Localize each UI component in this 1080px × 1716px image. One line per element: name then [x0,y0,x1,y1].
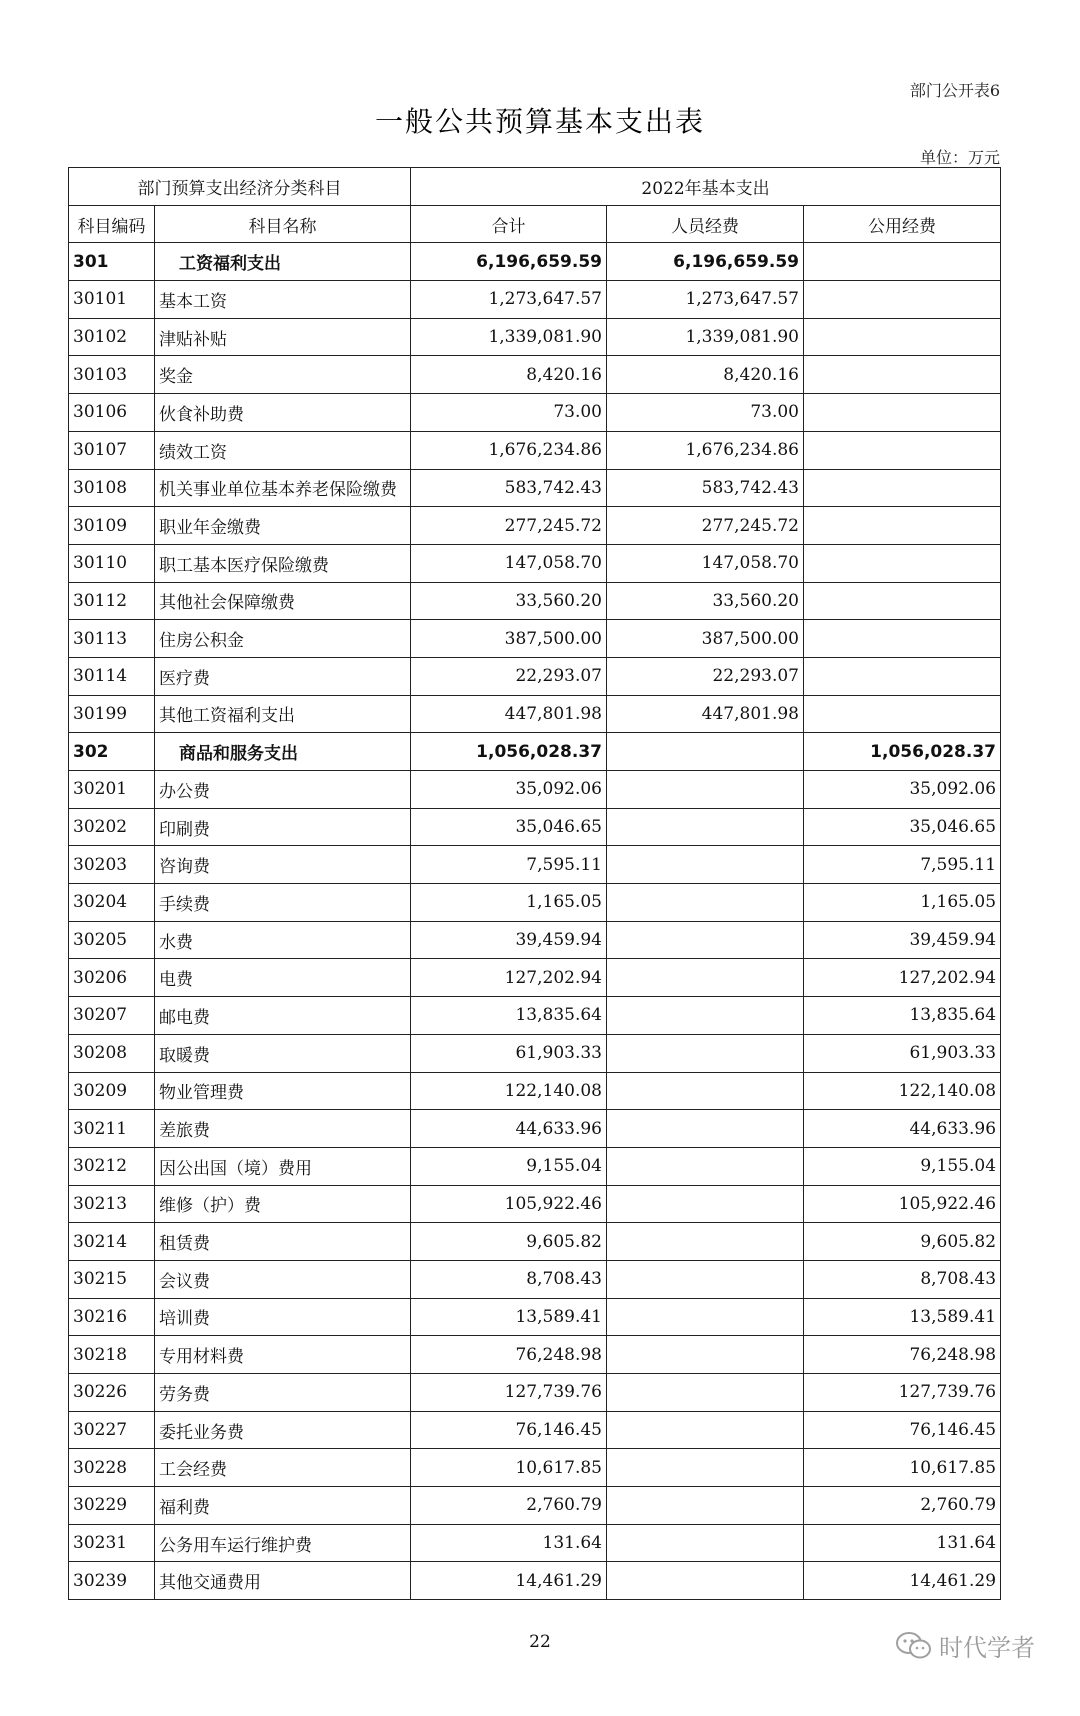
cell-total: 8,420.16 [411,356,607,394]
table-row [69,1147,1001,1185]
cell-total: 6,196,659.59 [411,243,607,281]
cell-total: 147,058.70 [411,544,607,582]
cell-name: 电费 [155,959,411,997]
cell-name: 培训费 [155,1298,411,1336]
cell-code: 30201 [69,771,155,809]
cell-public: 35,046.65 [804,808,1001,846]
cell-total: 76,248.98 [411,1336,607,1374]
cell-name: 福利费 [155,1487,411,1525]
cell-code: 30227 [69,1411,155,1449]
cell-public: 76,146.45 [804,1411,1001,1449]
cell-code: 30101 [69,281,155,319]
header-code: 科目编码 [69,205,155,243]
cell-public: 7,595.11 [804,846,1001,884]
cell-total: 387,500.00 [411,620,607,658]
cell-public: 2,760.79 [804,1487,1001,1525]
cell-public [804,356,1001,394]
cell-code: 30204 [69,884,155,922]
table-row [69,1185,1001,1223]
cell-public: 13,589.41 [804,1298,1001,1336]
cell-total: 277,245.72 [411,507,607,545]
cell-personnel: 447,801.98 [607,695,804,733]
cell-personnel: 33,560.20 [607,582,804,620]
cell-code: 30213 [69,1185,155,1223]
cell-personnel: 73.00 [607,394,804,432]
header-personnel: 人员经费 [607,205,804,243]
cell-total: 9,605.82 [411,1223,607,1261]
cell-public: 76,248.98 [804,1336,1001,1374]
page-number: 22 [529,1632,551,1652]
cell-name: 奖金 [155,356,411,394]
cell-personnel [607,771,804,809]
watermark [895,1628,1035,1663]
cell-name: 医疗费 [155,657,411,695]
cell-code: 301 [69,243,155,281]
cell-personnel [607,1524,804,1562]
cell-code: 30218 [69,1336,155,1374]
cell-total: 127,739.76 [411,1374,607,1412]
cell-public [804,281,1001,319]
cell-total: 61,903.33 [411,1034,607,1072]
cell-personnel: 387,500.00 [607,620,804,658]
cell-name: 机关事业单位基本养老保险缴费 [155,469,411,507]
table-row [69,469,1001,507]
cell-public: 9,605.82 [804,1223,1001,1261]
cell-total: 447,801.98 [411,695,607,733]
cell-total: 1,676,234.86 [411,431,607,469]
cell-public: 14,461.29 [804,1562,1001,1600]
cell-public [804,582,1001,620]
cell-name: 维修（护）费 [155,1185,411,1223]
page-label: 部门公开表6 [909,81,1000,100]
cell-personnel [607,884,804,922]
table-row [69,1524,1001,1562]
cell-public: 39,459.94 [804,921,1001,959]
cell-code: 302 [69,733,155,771]
table-row [69,1411,1001,1449]
cell-public [804,620,1001,658]
cell-public: 35,092.06 [804,771,1001,809]
cell-total: 131.64 [411,1524,607,1562]
cell-code: 30199 [69,695,155,733]
cell-total: 583,742.43 [411,469,607,507]
table-row [69,1072,1001,1110]
table-body [69,243,1001,1600]
cell-public: 61,903.33 [804,1034,1001,1072]
cell-public: 13,835.64 [804,997,1001,1035]
cell-public [804,469,1001,507]
table-row [69,921,1001,959]
table-row [69,507,1001,545]
cell-name: 邮电费 [155,997,411,1035]
cell-total: 1,273,647.57 [411,281,607,319]
cell-public [804,507,1001,545]
cell-public: 8,708.43 [804,1260,1001,1298]
cell-name: 咨询费 [155,846,411,884]
cell-name: 津贴补贴 [155,318,411,356]
header-public: 公用经费 [804,205,1001,243]
cell-code: 30103 [69,356,155,394]
cell-code: 30205 [69,921,155,959]
table-row [69,1260,1001,1298]
cell-code: 30239 [69,1562,155,1600]
cell-code: 30207 [69,997,155,1035]
cell-personnel [607,921,804,959]
cell-code: 30209 [69,1072,155,1110]
document-title: 一般公共预算基本支出表 [374,105,705,138]
cell-personnel [607,1223,804,1261]
table-row [69,771,1001,809]
cell-public: 105,922.46 [804,1185,1001,1223]
table-row [69,1110,1001,1148]
table-row [69,1487,1001,1525]
cell-code: 30228 [69,1449,155,1487]
cell-personnel: 6,196,659.59 [607,243,804,281]
cell-total: 127,202.94 [411,959,607,997]
cell-name: 办公费 [155,771,411,809]
table-row [69,318,1001,356]
cell-total: 122,140.08 [411,1072,607,1110]
cell-personnel [607,1411,804,1449]
cell-personnel: 1,676,234.86 [607,431,804,469]
cell-code: 30112 [69,582,155,620]
cell-personnel [607,1034,804,1072]
cell-personnel: 8,420.16 [607,356,804,394]
cell-name: 住房公积金 [155,620,411,658]
cell-total: 73.00 [411,394,607,432]
header-classification: 部门预算支出经济分类科目 [69,168,411,206]
header-basic-expenditure: 2022年基本支出 [411,168,1001,206]
table-row [69,1336,1001,1374]
cell-personnel [607,1336,804,1374]
table-row [69,695,1001,733]
table-row [69,356,1001,394]
table-row [69,281,1001,319]
cell-public: 127,739.76 [804,1374,1001,1412]
cell-name: 商品和服务支出 [155,733,411,771]
cell-code: 30214 [69,1223,155,1261]
table-row [69,1449,1001,1487]
cell-code: 30106 [69,394,155,432]
cell-personnel: 1,273,647.57 [607,281,804,319]
cell-name: 印刷费 [155,808,411,846]
cell-public: 131.64 [804,1524,1001,1562]
cell-total: 9,155.04 [411,1147,607,1185]
cell-total: 14,461.29 [411,1562,607,1600]
cell-personnel: 147,058.70 [607,544,804,582]
table-row [69,1298,1001,1336]
cell-name: 手续费 [155,884,411,922]
cell-total: 76,146.45 [411,1411,607,1449]
cell-total: 35,046.65 [411,808,607,846]
header-name: 科目名称 [155,205,411,243]
header-total: 合计 [411,205,607,243]
budget-table [68,167,1001,1600]
table-row [69,997,1001,1035]
cell-total: 8,708.43 [411,1260,607,1298]
unit-label: 单位：万元 [919,148,1000,167]
cell-public: 1,165.05 [804,884,1001,922]
cell-personnel [607,1374,804,1412]
cell-total: 7,595.11 [411,846,607,884]
cell-name: 基本工资 [155,281,411,319]
cell-name: 物业管理费 [155,1072,411,1110]
cell-public: 9,155.04 [804,1147,1001,1185]
cell-personnel: 1,339,081.90 [607,318,804,356]
table-row [69,808,1001,846]
watermark-text: 时代学者 [939,1634,1035,1662]
cell-personnel [607,1185,804,1223]
cell-name: 因公出国（境）费用 [155,1147,411,1185]
cell-code: 30113 [69,620,155,658]
cell-total: 35,092.06 [411,771,607,809]
table-row [69,846,1001,884]
cell-code: 30216 [69,1298,155,1336]
cell-public [804,394,1001,432]
cell-total: 13,835.64 [411,997,607,1035]
table-row [69,1562,1001,1600]
cell-code: 30206 [69,959,155,997]
cell-personnel [607,997,804,1035]
cell-name: 其他工资福利支出 [155,695,411,733]
cell-code: 30110 [69,544,155,582]
table-row [69,959,1001,997]
cell-personnel [607,1072,804,1110]
cell-personnel [607,1562,804,1600]
cell-code: 30211 [69,1110,155,1148]
cell-personnel: 583,742.43 [607,469,804,507]
cell-name: 差旅费 [155,1110,411,1148]
cell-total: 39,459.94 [411,921,607,959]
cell-total: 1,056,028.37 [411,733,607,771]
cell-total: 1,339,081.90 [411,318,607,356]
cell-public [804,544,1001,582]
table-row [69,394,1001,432]
cell-personnel [607,808,804,846]
cell-personnel: 22,293.07 [607,657,804,695]
cell-code: 30231 [69,1524,155,1562]
cell-name: 伙食补助费 [155,394,411,432]
cell-name: 绩效工资 [155,431,411,469]
cell-name: 职业年金缴费 [155,507,411,545]
cell-name: 会议费 [155,1260,411,1298]
cell-name: 工资福利支出 [155,243,411,281]
wechat-icon [895,1631,933,1661]
cell-total: 2,760.79 [411,1487,607,1525]
cell-personnel [607,1110,804,1148]
cell-personnel [607,733,804,771]
cell-code: 30109 [69,507,155,545]
cell-public: 44,633.96 [804,1110,1001,1148]
cell-personnel [607,1147,804,1185]
cell-name: 取暖费 [155,1034,411,1072]
table-row-group [69,243,1001,281]
cell-personnel [607,959,804,997]
cell-code: 30107 [69,431,155,469]
cell-total: 105,922.46 [411,1185,607,1223]
cell-code: 30212 [69,1147,155,1185]
table-row [69,431,1001,469]
cell-public: 127,202.94 [804,959,1001,997]
cell-code: 30102 [69,318,155,356]
cell-public [804,695,1001,733]
table-row [69,657,1001,695]
cell-personnel: 277,245.72 [607,507,804,545]
cell-name: 劳务费 [155,1374,411,1412]
table-row [69,620,1001,658]
cell-code: 30202 [69,808,155,846]
table-row [69,1034,1001,1072]
cell-total: 22,293.07 [411,657,607,695]
cell-code: 30229 [69,1487,155,1525]
cell-personnel [607,1298,804,1336]
cell-total: 33,560.20 [411,582,607,620]
cell-name: 职工基本医疗保险缴费 [155,544,411,582]
cell-name: 公务用车运行维护费 [155,1524,411,1562]
cell-code: 30203 [69,846,155,884]
cell-name: 其他社会保障缴费 [155,582,411,620]
cell-public: 10,617.85 [804,1449,1001,1487]
cell-public [804,657,1001,695]
cell-personnel [607,846,804,884]
table-header [69,168,1001,243]
table-row [69,544,1001,582]
table-row [69,582,1001,620]
cell-name: 租赁费 [155,1223,411,1261]
cell-total: 44,633.96 [411,1110,607,1148]
cell-code: 30215 [69,1260,155,1298]
cell-name: 水费 [155,921,411,959]
cell-personnel [607,1449,804,1487]
cell-total: 1,165.05 [411,884,607,922]
cell-personnel [607,1260,804,1298]
cell-total: 13,589.41 [411,1298,607,1336]
table-row [69,1374,1001,1412]
cell-public: 122,140.08 [804,1072,1001,1110]
table-row [69,1223,1001,1261]
cell-code: 30108 [69,469,155,507]
cell-code: 30114 [69,657,155,695]
table-row [69,884,1001,922]
cell-public: 1,056,028.37 [804,733,1001,771]
cell-name: 工会经费 [155,1449,411,1487]
cell-name: 其他交通费用 [155,1562,411,1600]
cell-name: 专用材料费 [155,1336,411,1374]
cell-total: 10,617.85 [411,1449,607,1487]
table-row-group [69,733,1001,771]
cell-public [804,243,1001,281]
cell-personnel [607,1487,804,1525]
cell-name: 委托业务费 [155,1411,411,1449]
cell-code: 30208 [69,1034,155,1072]
cell-public [804,431,1001,469]
cell-code: 30226 [69,1374,155,1412]
cell-public [804,318,1001,356]
